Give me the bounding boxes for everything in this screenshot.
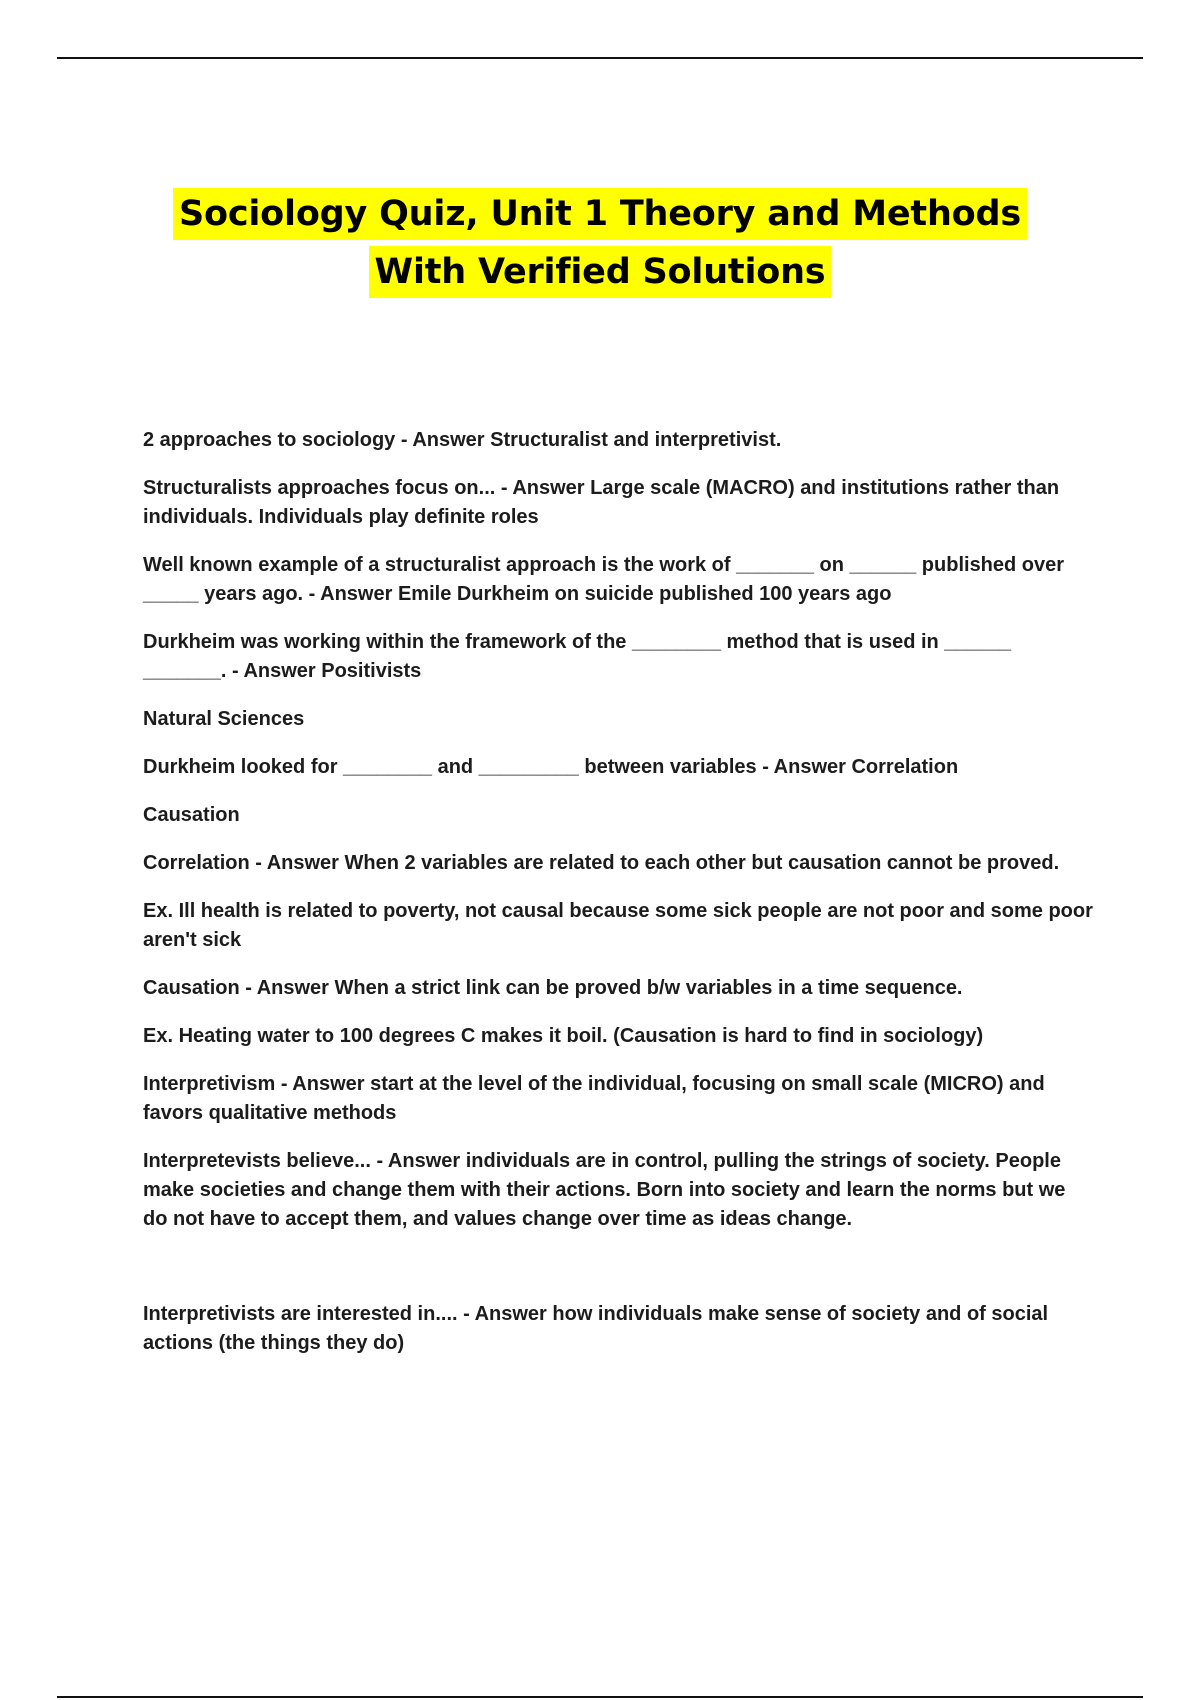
document-body xyxy=(143,426,1093,1377)
qa-paragraph: Interpretivists are interested in.... - Answer how individuals make sense of society and of social actions (the things they do) xyxy=(143,1303,1049,1354)
qa-paragraph: Ex. Heating water to 100 degrees C makes it boil. (Causation is hard to find in sociology) xyxy=(143,1025,984,1047)
qa-paragraph: 2 approaches to sociology - Answer Structuralist and interpretivist. xyxy=(143,429,782,451)
qa-paragraph: Ex. Ill health is related to poverty, not causal because some sick people are not poor and some poor aren't sick xyxy=(143,900,1093,951)
qa-paragraph: Interpretivism - Answer start at the level of the individual, focusing on small scale (MICRO) and favors qualitative methods xyxy=(143,1073,1045,1124)
qa-paragraph: Well known example of a structuralist approach is the work of _______ on ______ published over _____ years ago. - Answer Emile Durkheim on suicide published 100 years ago xyxy=(143,554,1065,605)
qa-paragraph: Structuralists approaches focus on... - Answer Large scale (MACRO) and institutions rather than individuals. Individuals play definite roles xyxy=(143,477,1060,528)
qa-paragraph: Natural Sciences xyxy=(143,708,305,730)
qa-paragraph: Causation - Answer When a strict link can be proved b/w variables in a time sequence. xyxy=(143,977,963,999)
qa-paragraph: Causation xyxy=(143,804,240,826)
qa-paragraph: Interpretevists believe... - Answer individuals are in control, pulling the strings of society. People make societies and change them with their actions. Born into society and learn the norms but we do not have to accept them, and values change over time as ideas change. xyxy=(143,1150,1066,1230)
qa-paragraph: Durkheim was working within the framework of the ________ method that is used in ______ _______. - Answer Positivists xyxy=(143,631,1012,682)
qa-paragraph: Durkheim looked for ________ and _________ between variables - Answer Correlation xyxy=(143,756,959,778)
bottom-divider xyxy=(57,1696,1143,1698)
title-line-1: Sociology Quiz, Unit 1 Theory and Methods xyxy=(173,188,1027,240)
title-line-2: With Verified Solutions xyxy=(369,246,832,298)
qa-paragraph: Correlation - Answer When 2 variables are related to each other but causation cannot be proved. xyxy=(143,852,1060,874)
document-title xyxy=(0,188,1200,298)
top-divider xyxy=(57,57,1143,59)
